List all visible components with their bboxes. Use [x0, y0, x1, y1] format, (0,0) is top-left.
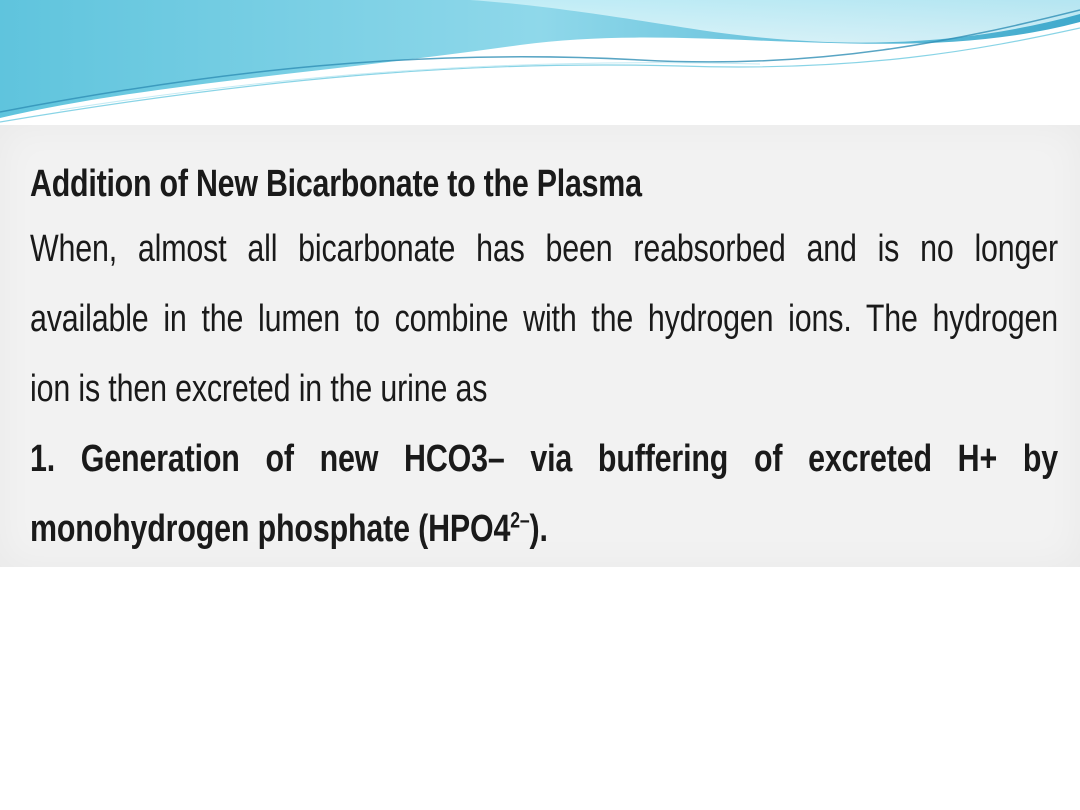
header-wave-decoration: [0, 0, 1080, 125]
paragraph-line-3: ion is then excreted in the urine as: [30, 368, 488, 410]
paragraph-line-2: available in the lumen to combine with the hydrogen ions. The hydrogen: [30, 298, 1058, 340]
point-line-2-end: ).: [529, 508, 548, 550]
paragraph-line-1: When, almost all bicarbonate has been reabsorbed and is no longer: [30, 228, 1058, 270]
point-line-2-text: monohydrogen phosphate (HPO4: [30, 508, 511, 550]
body-paragraph-end: [30, 354, 1058, 424]
body-paragraph: [30, 214, 1058, 354]
section-heading: Addition of New Bicarbonate to the Plasma: [30, 163, 642, 205]
numbered-point: [30, 424, 1058, 494]
point-line-1: 1. Generation of new HCO3– via buffering of excreted H+ by: [30, 438, 1058, 480]
scanned-text-image: [0, 125, 1080, 567]
scanned-text-block: [30, 160, 1058, 564]
superscript-charge: 2–: [510, 507, 530, 533]
numbered-point-end: [30, 494, 1058, 564]
point-line-2: [30, 494, 1058, 564]
